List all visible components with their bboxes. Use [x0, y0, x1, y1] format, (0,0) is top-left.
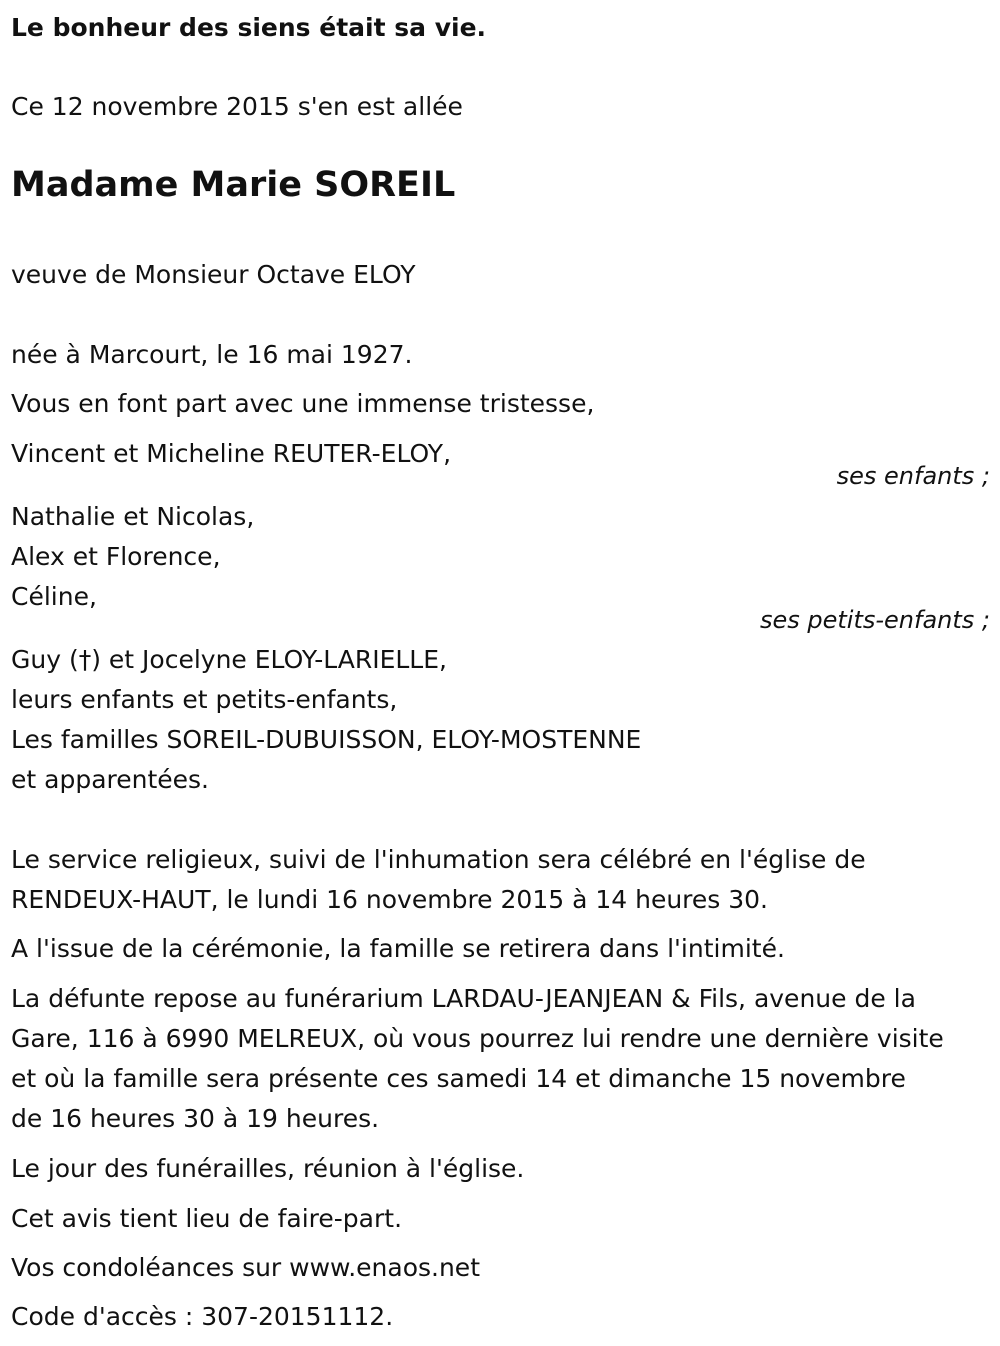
birth-line: née à Marcourt, le 16 mai 1927. [11, 340, 413, 369]
children-names: Vincent et Micheline REUTER-ELOY, [11, 439, 452, 468]
notice-line: Cet avis tient lieu de faire-part. [11, 1204, 403, 1233]
relative-line: et apparentées. [11, 765, 209, 794]
after-ceremony-line: A l'issue de la cérémonie, la famille se retirera dans l'intimité. [11, 934, 785, 963]
funerarium-line: de 16 heures 30 à 19 heures. [11, 1104, 380, 1133]
intro-line: Ce 12 novembre 2015 s'en est allée [11, 92, 463, 121]
access-code-line: Code d'accès : 307-20151112. [11, 1302, 394, 1331]
children-role: ses enfants ; [836, 462, 990, 490]
motto: Le bonheur des siens était sa vie. [11, 13, 487, 42]
spouse-line: veuve de Monsieur Octave ELOY [11, 260, 416, 289]
grandchild-line: Alex et Florence, [11, 542, 221, 571]
cross-icon: † [78, 645, 92, 674]
relative-line: Les familles SOREIL-DUBUISSON, ELOY-MOSTENNE [11, 725, 642, 754]
announce-line: Vous en font part avec une immense tristesse, [11, 389, 595, 418]
condolences-line: Vos condoléances sur www.enaos.net [11, 1253, 480, 1282]
service-line: Le service religieux, suivi de l'inhumation sera célébré en l'église de [11, 845, 866, 874]
service-line: RENDEUX-HAUT, le lundi 16 novembre 2015 à 14 heures 30. [11, 885, 769, 914]
guy-suffix: ) et Jocelyne ELOY-LARIELLE, [91, 645, 447, 674]
funerarium-line: La défunte repose au funérarium LARDAU-JEANJEAN & Fils, avenue de la [11, 984, 916, 1013]
guy-prefix: Guy ( [11, 645, 79, 674]
funerarium-line: Gare, 116 à 6990 MELREUX, où vous pourrez lui rendre une dernière visite [11, 1024, 944, 1053]
relative-line-guy [11, 647, 447, 672]
grandchildren-role: ses petits-enfants ; [759, 606, 990, 634]
grandchild-line: Nathalie et Nicolas, [11, 502, 255, 531]
grandchild-line: Céline, [11, 582, 97, 611]
relative-line: leurs enfants et petits-enfants, [11, 685, 398, 714]
meeting-line: Le jour des funérailles, réunion à l'église. [11, 1154, 525, 1183]
deceased-name: Madame Marie SOREIL [11, 165, 456, 205]
funerarium-line: et où la famille sera présente ces samedi 14 et dimanche 15 novembre [11, 1064, 906, 1093]
